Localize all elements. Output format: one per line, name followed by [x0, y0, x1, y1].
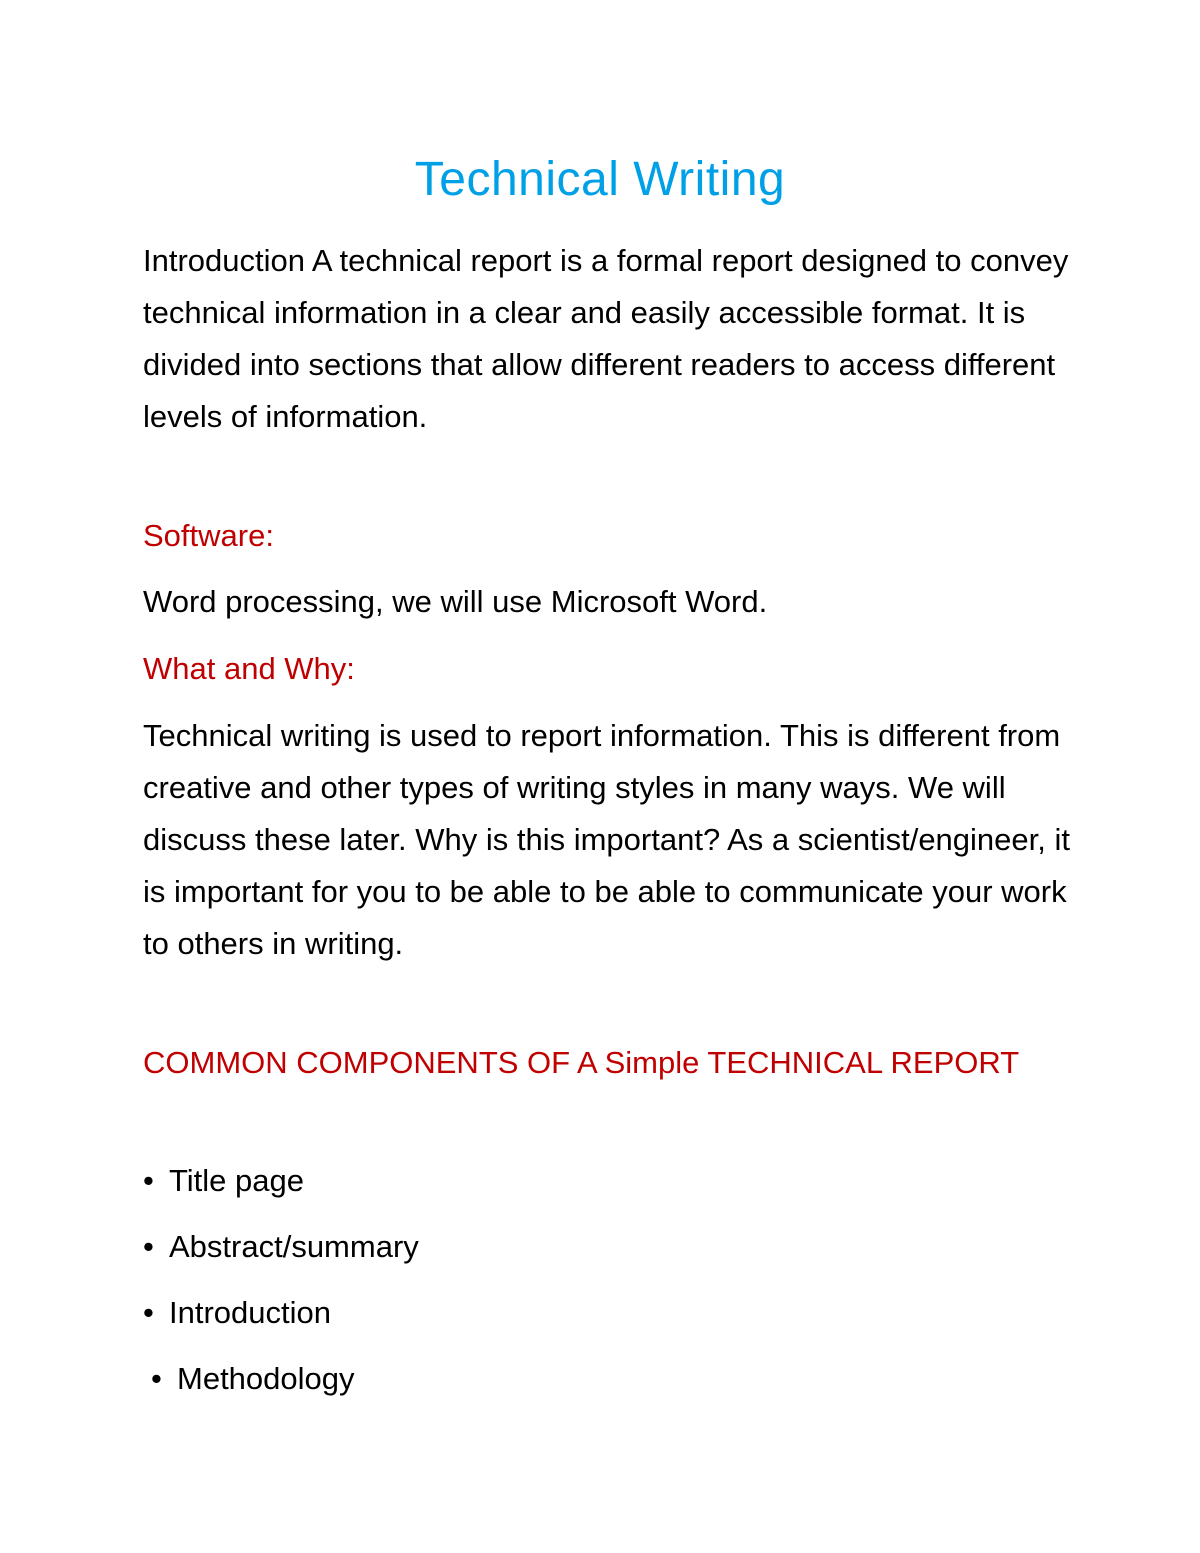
list-item-label: Abstract/summary	[169, 1229, 419, 1264]
list-item-label: Methodology	[177, 1361, 355, 1396]
software-paragraph: Word processing, we will use Microsoft Word.	[143, 584, 768, 619]
bullet-icon: •	[143, 1229, 154, 1264]
intro-paragraph: Introduction A technical report is a formal report designed to convey technical information in a clear and easily accessible format. It is divided into sections that allow different readers to access different levels of information.	[143, 243, 1069, 434]
list-item	[143, 1287, 1043, 1353]
bullet-icon: •	[143, 1295, 154, 1330]
what-and-why-paragraph: Technical writing is used to report information. This is different from creative and other types of writing styles in many ways. We will discuss these later. Why is this important? As a scientist/engineer, it is important for you to be able to be able to communicate your work to others in writing.	[143, 718, 1070, 961]
components-heading: COMMON COMPONENTS OF A Simple TECHNICAL REPORT	[143, 1045, 1020, 1080]
document-title: Technical Writing	[414, 153, 786, 206]
list-item-label: Title page	[169, 1163, 304, 1198]
list-item	[143, 1221, 1043, 1287]
software-heading: Software:	[143, 518, 274, 553]
list-item-label: Introduction	[169, 1295, 331, 1330]
bullet-icon: •	[151, 1361, 162, 1396]
components-list	[143, 1155, 1043, 1423]
list-item	[143, 1353, 1043, 1423]
list-item	[143, 1155, 1043, 1221]
what-and-why-heading: What and Why:	[143, 651, 355, 686]
bullet-icon: •	[143, 1163, 154, 1198]
